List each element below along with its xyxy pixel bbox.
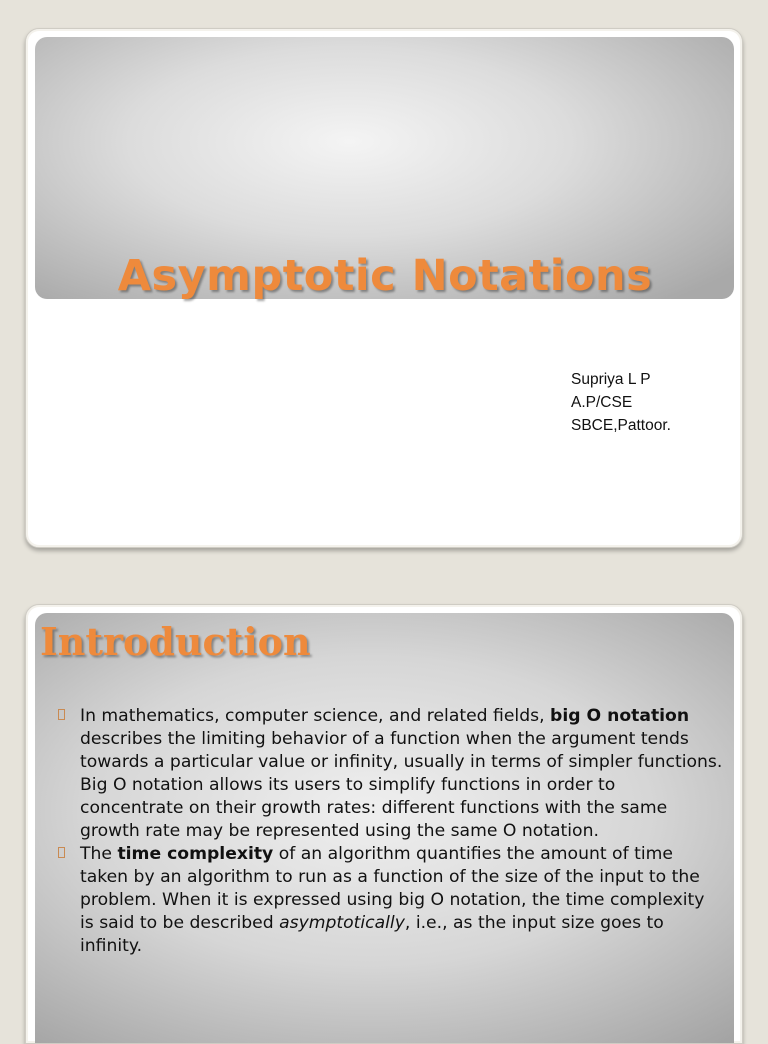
bullet-bold-term: big O notation <box>550 706 690 726</box>
author-block <box>571 368 671 437</box>
slide-title: Introduction <box>40 619 311 664</box>
bullet-item <box>58 705 723 843</box>
bullet-bold-term: time complexity <box>117 844 274 864</box>
bullet-marker-icon <box>58 709 65 720</box>
bullet-text: In mathematics, computer science, and related fields, <box>80 706 551 726</box>
introduction-slide[interactable] <box>25 604 743 1044</box>
presentation-title: Asymptotic Notations <box>117 251 653 301</box>
author-name: Supriya L P <box>571 371 651 388</box>
bullet-marker-icon <box>58 847 65 858</box>
author-designation: A.P/CSE <box>571 394 633 411</box>
bullet-italic-term: asymptotically <box>279 913 405 933</box>
bullet-text: of an algorithm quantifies the amount of time taken by an algorithm to run as a function of the size of the input to the problem. When it is expressed using big O notation, the time complexity is said to be described <box>80 844 705 933</box>
bullet-text: describes the limiting behavior of a function when the argument tends towards a particular value or infinity, usually in terms of simpler functions. Big O notation allows its users to simplify functions in order to concentrate on their growth rates: different functions with the same growth rate may be represented using the same O notation. <box>80 729 723 841</box>
title-slide[interactable] <box>25 28 743 548</box>
bullet-item <box>58 843 723 958</box>
bullet-text: , i.e., as the input size goes to infinity. <box>80 913 664 956</box>
author-institution: SBCE,Pattoor. <box>571 417 671 434</box>
bullet-list <box>58 705 723 958</box>
bullet-text: The <box>80 844 118 864</box>
